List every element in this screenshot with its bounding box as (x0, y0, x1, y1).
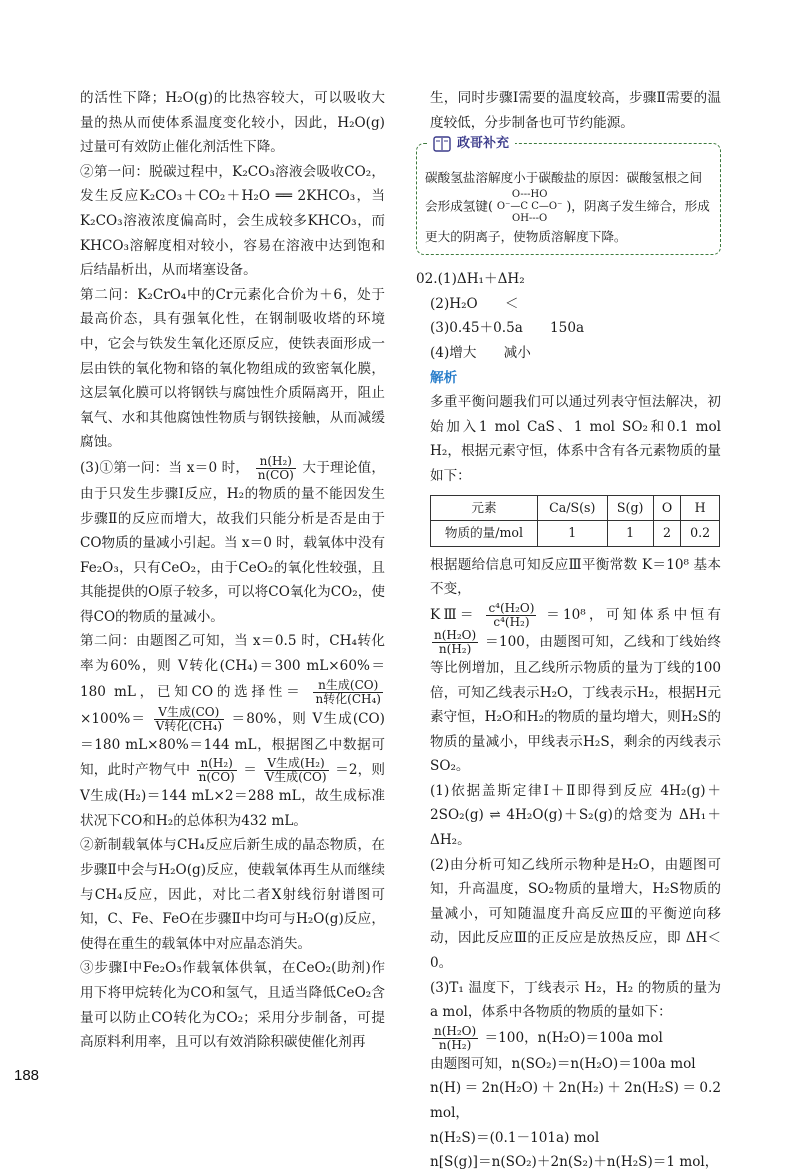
fraction-denominator: V转化(CH₄) (155, 718, 223, 733)
fraction-numerator: n(H₂) (197, 757, 237, 771)
fraction (197, 757, 237, 784)
left-column (80, 86, 385, 1055)
paragraph: ③步骤Ⅰ中Fe₂O₃作载氧体供氧，在CeO₂(助剂)作用下将甲烷转化为CO和氢气，且适当降低CeO₂含量可以防止CO转化为CO₂；采用分步制备，可提高原料利用率，且可以有效消除积碳使催化剂再 (80, 960, 385, 1051)
fraction-denominator: n(H₂) (438, 1037, 472, 1052)
fraction (432, 1025, 478, 1052)
table-cell: O (653, 495, 680, 521)
fraction-numerator: V生成(H₂) (264, 757, 329, 771)
fraction-numerator: c⁴(H₂O) (488, 600, 535, 615)
table-cell: H (681, 495, 720, 521)
paragraph: n[S(g)]＝n(SO₂)＋2n(S₂)＋n(H₂S)＝1 mol， (430, 1154, 719, 1171)
paragraph: 根据题给信息可知反应Ⅲ平衡常数 K＝10⁸ 基本不变， (430, 556, 721, 598)
supplement-title: 政哥补充 (457, 136, 510, 152)
text: ＝10⁸，可知体系中恒有 (546, 606, 721, 623)
hb-middle (497, 201, 562, 213)
supplement-box (416, 136, 721, 255)
fraction-numerator: n生成(CO) (313, 679, 383, 693)
paragraph: n(H)＝2n(H₂O)＋2n(H₂)＋2n(H₂S)＝0.2 mol， (430, 1080, 721, 1121)
table-cell: 1 (607, 521, 653, 547)
table-row (431, 495, 720, 521)
book-icon (433, 136, 451, 152)
text: 第二问：由题图乙可知，当 x＝0.5 时，CH₄转化率为60%，则 V转化(CH₄)＝300 mL×60%＝180 mL，已知CO的选择性＝ (80, 633, 385, 700)
paragraph (80, 629, 385, 833)
fraction (256, 455, 296, 482)
hb-left: O⁻—C (496, 201, 529, 213)
paragraph: 生，同时步骤Ⅰ需要的温度较高，步骤Ⅱ需要的温度较低，分步制备也可节约能源。 (430, 90, 721, 131)
table-cell: S(g) (607, 495, 653, 521)
hb-top: O---HO (511, 189, 548, 201)
answer-text: (1)ΔH₁＋ΔH₂ (437, 271, 525, 288)
paragraph: (1)依据盖斯定律Ⅰ＋Ⅱ即得到反应 4H₂(g)＋2SO₂(g) ⇌ 4H₂O(g)＋S₂(g)的焓变为 ΔH₁＋ΔH₂。 (430, 782, 721, 849)
paragraph: ②新制载氧体与CH₄反应后新生成的晶态物质，在步骤Ⅱ中会与H₂O(g)反应，使载氧体再生从而继续与CH₄反应，因此，对比二者X射线衍射谱图可知，C、Fe、FeO在步骤Ⅱ中均可与H₂O(g)反应，使得在重生的载氧体中对应晶态消失。 (80, 837, 385, 952)
paragraph: n(H₂S)＝(0.1－101a) mol (430, 1129, 600, 1146)
text: ＝2，则 V生成(H₂)＝144 mL×2＝288 mL，故生成标准状况下CO和H₂的总体积为432 mL。 (80, 762, 386, 829)
table-cell: 2 (653, 521, 680, 547)
fraction-denominator: n(CO) (198, 770, 235, 785)
paragraph: 第二问：K₂CrO₄中的Cr元素化合价为＋6，处于最高价态，具有强氧化性，在钢制吸收塔的环境中，它会与铁发生氧化还原反应，使铁表面形成一层由铁的氧化物和铬的氧化物组成的致密氧化膜，这层氧化膜可以将钢铁与腐蚀性介质隔离开，阻止氧气、水和其他腐蚀性物质与钢铁接触，从而减缓腐蚀。 (80, 286, 385, 451)
fraction-denominator: n(H₂) (438, 641, 472, 656)
fraction-numerator: n(H₂) (256, 455, 296, 469)
paragraph: 的活性下降；H₂O(g)的比热容较大，可以吸收大量的热从而使体系温度变化较小，因此，H₂O(g)过量可有效防止催化剂活性下降。 (80, 90, 385, 156)
fraction-numerator: V生成(CO) (154, 706, 225, 720)
fraction-denominator: n(CO) (257, 467, 294, 482)
answer-line (416, 267, 721, 292)
fraction-denominator: V生成(CO) (265, 770, 327, 785)
answer-line: (3)0.45＋0.5a 150a (430, 320, 585, 337)
table-cell: 物质的量/mol (431, 521, 538, 547)
supplement-text: 碳酸氢盐溶解度小于碳酸盐的原因：碳酸氢根之间会形成氢键( (425, 170, 703, 214)
fraction (313, 679, 383, 706)
text: 大于理论值，由于只发生步骤Ⅰ反应，H₂的物质的量不能因发生步骤Ⅱ的反应而增大，故我们只能分析是否是由于CO物质的量减小引起。当 x＝0 时，载氧体中没有Fe₂O₃，只有CeO₂，由于CeO₂的氧化性较强，且其能提供的O原子较多，可以将CO氧化为CO₂，使得CO的物质的量减小。 (80, 459, 385, 625)
paragraph: (3)T₁ 温度下，丁线表示 H₂，H₂ 的物质的量为 a mol，体系中各物质的物质的量如下： (430, 979, 721, 1021)
hb-bottom: OH---O (512, 213, 548, 225)
paragraph (416, 1025, 721, 1052)
fraction-denominator: c⁴(H₂) (493, 614, 530, 629)
table-cell: 1 (537, 521, 607, 547)
answer-line: (2)H₂O ＜ (430, 295, 519, 312)
supplement-header (427, 132, 515, 155)
page-number: 188 (14, 1067, 40, 1084)
text: ＝80%，则 V生成(CO)＝180 mL×80%＝144 mL，根据图乙中数据可知，此时产物气中 (80, 710, 385, 779)
text: (3)①第一问：当 x＝0 时， (80, 459, 250, 476)
text: ＝100，n(H₂O)＝100a mol (484, 1029, 663, 1046)
text: ＝100，由题图可知，乙线和丁线始终等比例增加，且乙线所示物质的量为丁线的100倍，可知乙线表示H₂O，丁线表示H₂，根据H元素守恒，H₂O和H₂的物质的量均增大，则H₂S的物质的量减小，甲线表示H₂S，剩余的丙线表示SO₂。 (430, 633, 721, 775)
paragraph: ②第一问：脱碳过程中，K₂CO₃溶液会吸收CO₂，发生反应K₂CO₃＋CO₂＋H₂O ══ 2KHCO₃，当K₂CO₃溶液浓度偏高时，会生成较多KHCO₃，而KHCO₃溶解度相对较小，容易在溶液中达到饱和后结晶析出，从而堵塞设备。 (80, 163, 385, 279)
right-column (416, 86, 721, 1175)
text: ＝ (243, 762, 257, 779)
table-cell: 元素 (431, 495, 538, 521)
answer-line: (4)增大 减小 (430, 344, 531, 361)
fraction (486, 602, 536, 629)
element-table (430, 495, 720, 547)
question-number: 02. (416, 271, 438, 288)
fraction (432, 629, 478, 656)
fraction-numerator: n(H₂O) (434, 627, 477, 642)
paragraph: (2)由分析可知乙线所示物种是H₂O，由题图可知，升高温度，SO₂物质的量增大，H₂S物质的量减小，可知随温度升高反应Ⅲ的平衡逆向移动，因此反应Ⅲ的正反应是放热反应，即 ΔH＜0。 (430, 856, 721, 972)
table-cell: Ca/S(s) (537, 495, 607, 521)
fraction-denominator: n转化(CH₄) (315, 691, 381, 706)
hb-right: C—O⁻ (531, 201, 563, 213)
paragraph: 由题图可知，n(SO₂)＝n(H₂O)＝100a mol (430, 1055, 696, 1072)
fraction (264, 757, 329, 784)
table-cell: 0.2 (681, 521, 720, 547)
table-row (431, 521, 720, 547)
answer-block (416, 267, 721, 1175)
paragraph (416, 602, 721, 779)
supplement-text: )，阴离子发生缔合，形成更大的阴离子，使物质溶解度下降。 (425, 198, 710, 245)
paragraph (80, 455, 385, 630)
text: KⅢ＝ (430, 606, 477, 623)
analysis-heading: 解析 (430, 369, 458, 386)
fraction (154, 706, 225, 733)
hydrogen-bond-diagram (497, 189, 562, 225)
paragraph: 多重平衡问题我们可以通过列表守恒法解决，初始加入1 mol CaS、1 mol SO₂和0.1 mol H₂，根据元素守恒，体系中含有各元素物质的量如下： (430, 394, 721, 484)
fraction-numerator: n(H₂O) (434, 1023, 477, 1038)
text: ×100%＝ (80, 710, 147, 727)
